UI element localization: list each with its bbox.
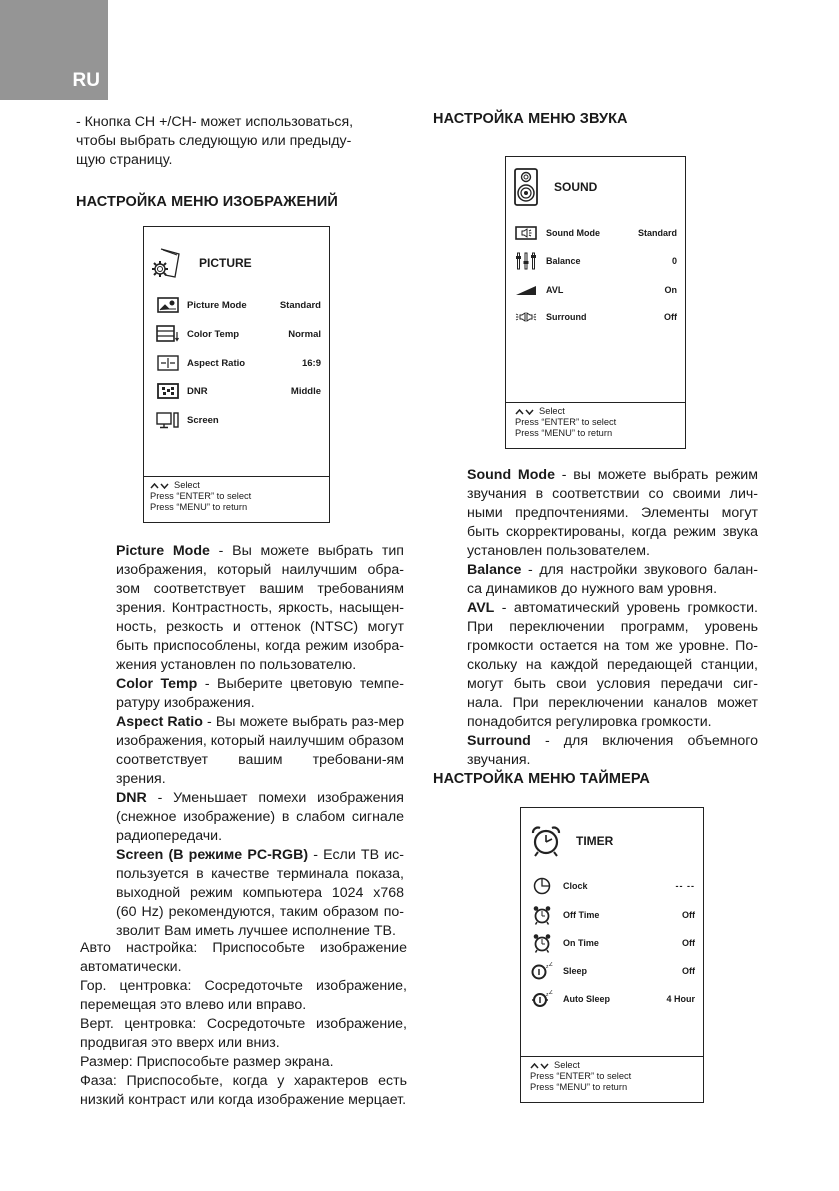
up-down-arrows-icon bbox=[530, 1062, 550, 1070]
select-label: Select bbox=[174, 480, 200, 490]
select-label: Select bbox=[554, 1060, 580, 1070]
svg-text:z: z bbox=[546, 992, 549, 998]
osd-item-label: Aspect Ratio bbox=[187, 357, 246, 369]
description-term: Picture Mode bbox=[116, 543, 210, 559]
osd-item-label: Screen bbox=[187, 414, 219, 426]
alarm-clock-icon bbox=[530, 825, 562, 857]
description-term: AVL bbox=[467, 600, 495, 616]
osd-item-label: Sleep bbox=[563, 966, 588, 976]
sound-osd-menu bbox=[505, 156, 686, 449]
osd-item-label: Picture Mode bbox=[187, 299, 247, 311]
description-screen: Screen (В режиме PC-RGB) - Если ТВ ис-пользуется в качестве терминала показа, выходной режим компьютера 1024 x768 (60 Hz) рекомендуются, таким образом по-зволит Вам иметь лучшее исполнение ТВ. bbox=[116, 847, 404, 939]
osd-item-label: Surround bbox=[546, 312, 587, 322]
select-label: Select bbox=[539, 406, 565, 416]
language-label: RU bbox=[72, 70, 100, 91]
on-time-icon bbox=[529, 934, 555, 952]
enter-hint: Press “ENTER” to select bbox=[150, 491, 252, 501]
osd-item-picture-mode[interactable] bbox=[144, 294, 329, 316]
osd-item-label: Color Temp bbox=[187, 328, 240, 340]
osd-item-value: 0 bbox=[671, 256, 677, 266]
screen-option: Гор. центровка: Сосредоточьте изображение, перемещая это влево или вправо. bbox=[80, 978, 407, 1013]
svg-text:Z: Z bbox=[549, 962, 553, 968]
osd-item-value: Off bbox=[682, 910, 695, 920]
sound-descriptions bbox=[467, 466, 758, 770]
picture-gear-icon bbox=[149, 245, 183, 281]
picture-section-heading: НАСТРОЙКА МЕНЮ ИЗОБРАЖЕНИЙ bbox=[76, 194, 338, 210]
timer-osd-menu bbox=[520, 807, 704, 1103]
menu-hint: Press “MENU” to return bbox=[530, 1082, 628, 1092]
osd-item-label: Sound Mode bbox=[546, 228, 600, 238]
osd-item-screen[interactable] bbox=[144, 409, 329, 431]
osd-item-value: Standard bbox=[279, 299, 321, 311]
description-avl: AVL - автоматический уровень громкости. При переключении программ, уровень громкости остается на том же уровне. По-скольку на каждой передающей станции, могут быть свои условия передачи сиг-нала. При переключении каналов может понадобится регулировка громкости. bbox=[467, 600, 758, 730]
enter-hint: Press “ENTER” to select bbox=[515, 417, 617, 427]
description-term: Color Temp bbox=[116, 676, 198, 692]
picture-osd-title: PICTURE bbox=[199, 256, 252, 270]
osd-item-balance[interactable] bbox=[506, 250, 685, 272]
picture-osd-menu bbox=[143, 226, 330, 523]
balance-icon bbox=[513, 252, 539, 270]
description-surround: Surround - для включения объемного звучания. bbox=[467, 733, 758, 768]
timer-osd-title: TIMER bbox=[576, 834, 614, 848]
aspect-ratio-icon bbox=[155, 354, 181, 372]
description-balance: Balance - для настройки звукового балан-са динамиков до нужного вам уровня. bbox=[467, 562, 758, 597]
up-down-arrows-icon bbox=[150, 482, 170, 490]
screen-icon bbox=[155, 411, 181, 429]
menu-hint: Press “MENU” to return bbox=[515, 428, 613, 438]
osd-item-aspect-ratio[interactable] bbox=[144, 352, 329, 374]
timer-section-heading: НАСТРОЙКА МЕНЮ ТАЙМЕРА bbox=[433, 771, 650, 787]
timer-osd-header bbox=[530, 825, 613, 857]
osd-item-label: Off Time bbox=[563, 910, 600, 920]
description-picture-mode: Picture Mode - Вы можете выбрать тип изображения, который наилучшим обра-зом соответствует вашим требованиям зрения. Контрастность, яркость, насыщен-ность, резкость и оттенок (NTSC) могут быть приспособлены, когда режим изобра-жения установлен по пользователю. bbox=[116, 543, 404, 673]
osd-item-label: Balance bbox=[546, 256, 581, 266]
description-aspect-ratio: Aspect Ratio - Вы можете выбрать раз-мер изображения, который наилучшим образом соответствует вашим требовани-ям зрения. bbox=[116, 714, 405, 787]
speaker-icon bbox=[514, 168, 538, 206]
avl-icon bbox=[513, 281, 539, 299]
language-tab bbox=[0, 0, 108, 100]
osd-item-value: Normal bbox=[288, 328, 321, 340]
osd-item-value: 4 Hour bbox=[666, 994, 695, 1004]
description-term: Surround bbox=[467, 733, 531, 749]
clock-icon bbox=[529, 877, 555, 895]
picture-mode-icon bbox=[155, 296, 181, 314]
auto-sleep-icon bbox=[529, 990, 555, 1008]
sound-osd-footer bbox=[506, 402, 685, 448]
screen-option: Фаза: Приспособьте, когда у характеров есть низкий контраст или когда изображение мерцает. bbox=[80, 1073, 407, 1108]
osd-item-value: Middle bbox=[290, 385, 321, 397]
osd-item-sleep[interactable] bbox=[521, 960, 703, 982]
sleep-icon bbox=[529, 962, 555, 980]
osd-item-sound-mode[interactable] bbox=[506, 222, 685, 244]
osd-item-value: Off bbox=[682, 938, 695, 948]
description-term: Screen (В режиме PC-RGB) bbox=[116, 847, 309, 863]
osd-item-label: Clock bbox=[563, 881, 588, 891]
osd-item-avl[interactable] bbox=[506, 279, 685, 301]
osd-item-value: -- -- bbox=[675, 881, 695, 891]
menu-hint: Press “MENU” to return bbox=[150, 502, 248, 512]
dnr-icon bbox=[155, 382, 181, 400]
screen-option: Верт. центровка: Сосредоточьте изображение, продвигая это вверх или вниз. bbox=[80, 1016, 407, 1051]
osd-item-auto-sleep[interactable] bbox=[521, 988, 703, 1010]
surround-icon bbox=[513, 308, 539, 326]
description-term: Balance bbox=[467, 562, 522, 578]
description-dnr: DNR - Уменьшает помехи изображения (снежное изображение) в слабом сигнале радиопередачи. bbox=[116, 790, 404, 844]
sound-osd-title: SOUND bbox=[554, 180, 598, 194]
osd-item-value: Off bbox=[682, 966, 695, 976]
description-color-temp: Color Temp - Выберите цветовую темпе-ратуру изображения. bbox=[116, 676, 404, 711]
osd-item-value: Standard bbox=[637, 228, 677, 238]
osd-item-value: Off bbox=[664, 312, 677, 322]
osd-item-on-time[interactable] bbox=[521, 932, 703, 954]
osd-item-off-time[interactable] bbox=[521, 904, 703, 926]
osd-item-color-temp[interactable] bbox=[144, 323, 329, 345]
description-term: Sound Mode bbox=[467, 467, 555, 483]
osd-item-value: 16:9 bbox=[301, 357, 321, 369]
svg-text:Z: Z bbox=[549, 990, 553, 996]
color-temp-icon bbox=[155, 325, 181, 343]
screen-option: Размер: Приспособьте размер экрана. bbox=[80, 1054, 334, 1070]
osd-item-value: On bbox=[664, 285, 677, 295]
description-sound-mode: Sound Mode - вы можете выбрать режим звучания в соответствии со своими лич-ными предпочтениями. Элементы могут быть скорректированы, когда режим звука установлен пользователем. bbox=[467, 467, 758, 559]
osd-item-dnr[interactable] bbox=[144, 380, 329, 402]
osd-item-label: Auto Sleep bbox=[563, 994, 611, 1004]
osd-item-clock[interactable] bbox=[521, 875, 703, 897]
select-hint bbox=[150, 480, 329, 491]
sound-osd-header bbox=[514, 168, 597, 206]
up-down-arrows-icon bbox=[515, 408, 535, 416]
select-hint bbox=[515, 406, 685, 417]
timer-osd-footer bbox=[521, 1056, 703, 1102]
sound-mode-icon bbox=[513, 224, 539, 242]
screen-options-list bbox=[80, 939, 407, 1110]
enter-hint: Press “ENTER” to select bbox=[530, 1071, 632, 1081]
svg-text:z: z bbox=[546, 964, 549, 970]
description-term: Aspect Ratio bbox=[116, 714, 203, 730]
osd-item-label: DNR bbox=[187, 385, 208, 397]
picture-descriptions bbox=[116, 542, 404, 941]
select-hint bbox=[530, 1060, 703, 1071]
osd-item-label: On Time bbox=[563, 938, 599, 948]
off-time-icon bbox=[529, 906, 555, 924]
description-term: DNR bbox=[116, 790, 147, 806]
osd-item-label: AVL bbox=[546, 285, 564, 295]
picture-osd-header bbox=[149, 245, 252, 281]
osd-item-surround[interactable] bbox=[506, 306, 685, 328]
sound-section-heading: НАСТРОЙКА МЕНЮ ЗВУКА bbox=[433, 111, 628, 127]
picture-osd-footer bbox=[144, 476, 329, 522]
screen-option: Авто настройка: Приспособьте изображение автоматически. bbox=[80, 940, 407, 975]
intro-text: - Кнопка CH +/CH- может использоваться, чтобы выбрать следующую или предыду-щую страницу. bbox=[76, 114, 354, 168]
